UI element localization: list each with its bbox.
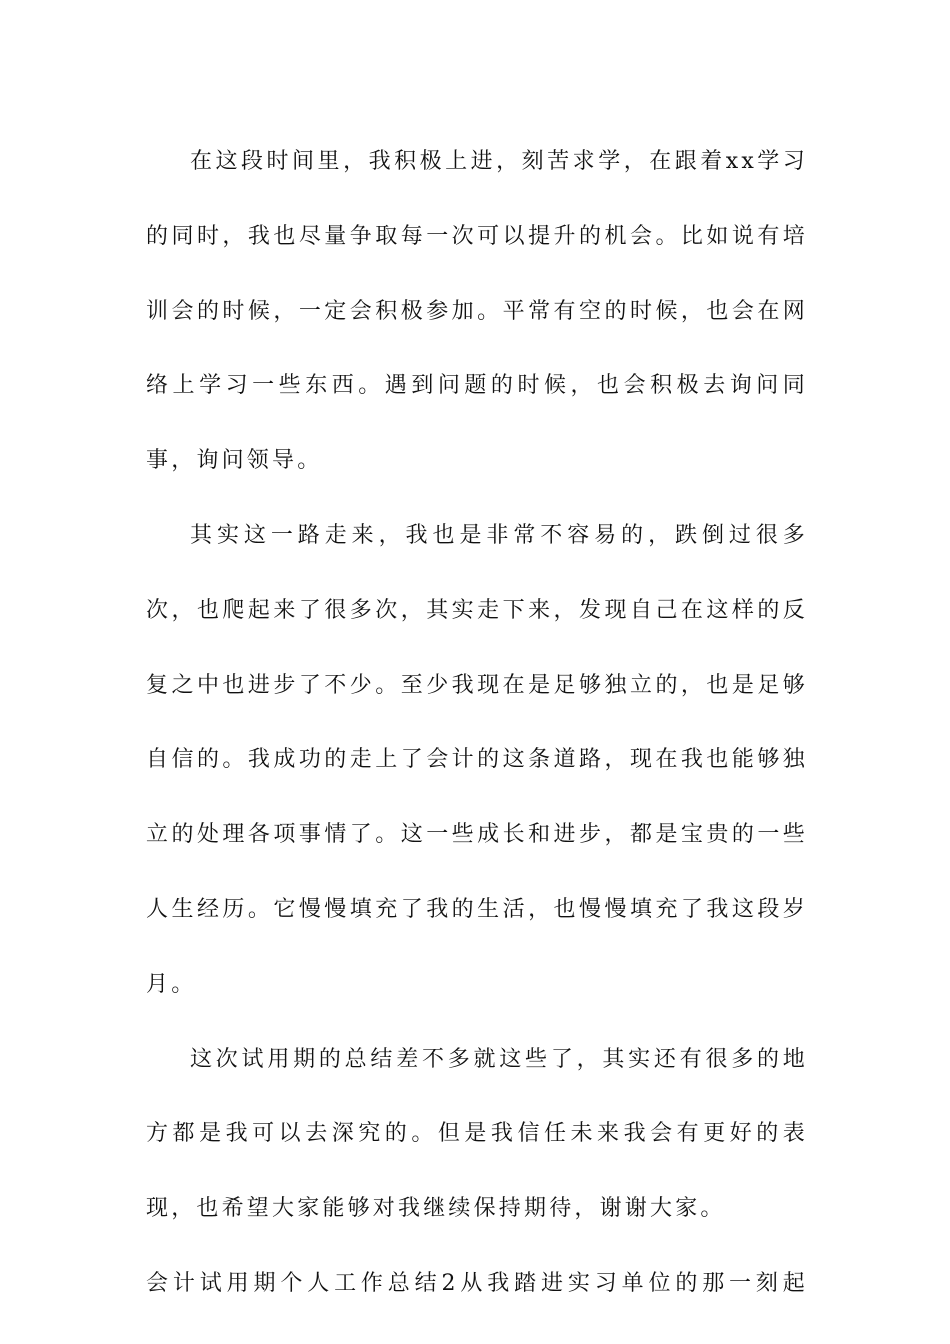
paragraph-3: 这次试用期的总结差不多就这些了，其实还有很多的地方都是我可以去深究的。但是我信任未来我会有更好的表现，也希望大家能够对我继续保持期待，谢谢大家。 [146, 1046, 808, 1222]
section-title: 会计试用期个人工作总结2 [146, 1270, 459, 1296]
section-heading-line [146, 1247, 808, 1322]
paragraph-2: 其实这一路走来，我也是非常不容易的，跌倒过很多次，也爬起来了很多次，其实走下来，发现自己在这样的反复之中也进步了不少。至少我现在是足够独立的，也是足够自信的。我成功的走上了会计的这条道路，现在我也能够独立的处理各项事情了。这一些成长和进步，都是宝贵的一些人生经历。它慢慢填充了我的生活，也慢慢填充了我这段岁月。 [146, 522, 808, 997]
document-body [146, 125, 808, 1322]
paragraph-1: 在这段时间里，我积极上进，刻苦求学，在跟着xx学习的同时，我也尽量争取每一次可以提升的机会。比如说有培训会的时候，一定会积极参加。平常有空的时候，也会在网络上学习一些东西。遇到问题的时候，也会积极去询问同事，询问领导。 [146, 149, 808, 474]
section-start-text: 从我踏进实习单位的那一刻起 [458, 1270, 808, 1296]
